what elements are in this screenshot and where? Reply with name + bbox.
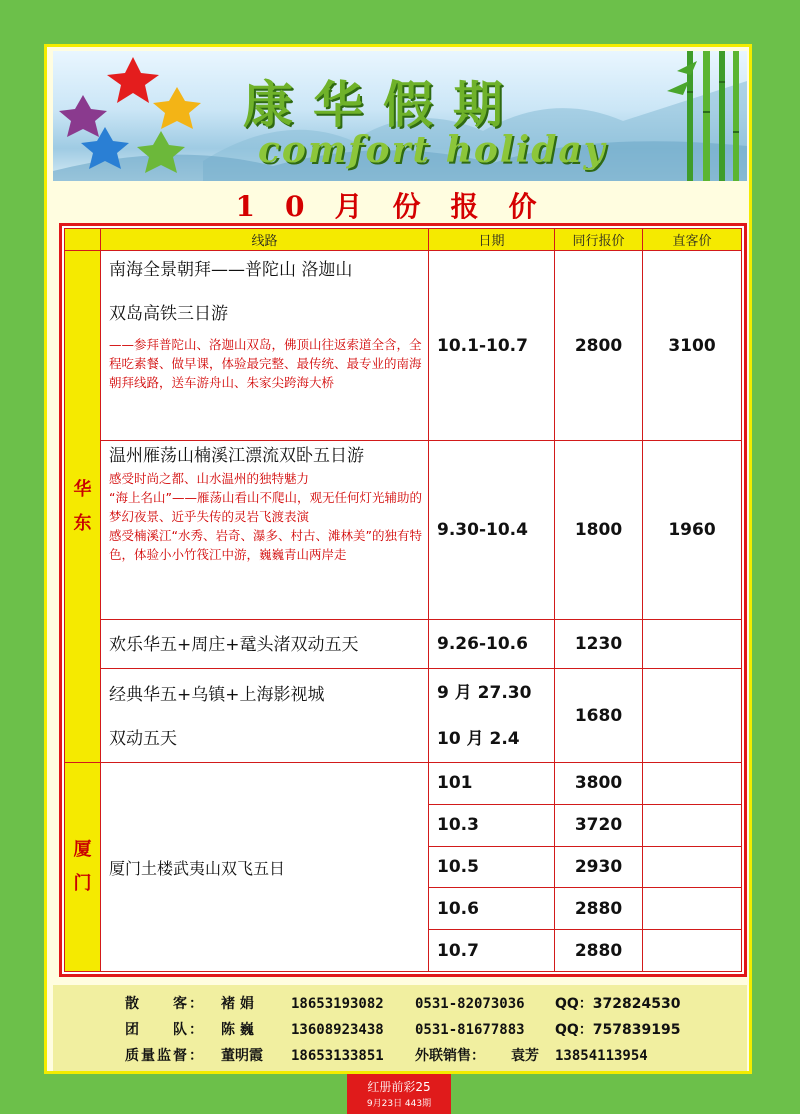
route-cell: [101, 251, 429, 441]
trade-price-cell: 2800: [555, 251, 643, 441]
route-cell: [101, 440, 429, 619]
qc-label: 质量监督：: [125, 1048, 205, 1064]
route-cell: [101, 669, 429, 763]
direct-price-cell: [643, 888, 742, 930]
trade-price-cell: 3800: [555, 763, 643, 805]
direct-price-cell: [643, 804, 742, 846]
header-banner: [53, 51, 747, 181]
contact-panel: [53, 985, 747, 1071]
brand-title-english: comfort holiday: [258, 129, 607, 171]
contact-name: 褚 娟: [221, 996, 254, 1012]
direct-price-cell: [643, 669, 742, 763]
region-label-xiamen: 厦门: [65, 763, 101, 972]
direct-price-cell: 3100: [643, 251, 742, 441]
sales-phone: 13854113954: [555, 1048, 648, 1064]
contact-label: 散 客：: [125, 996, 205, 1012]
sales-label: 外联销售：: [415, 1048, 485, 1064]
date-header: 日期: [429, 229, 555, 251]
route-header: 线路: [101, 229, 429, 251]
footer-page-label: 红册前彩25: [367, 1080, 431, 1094]
contact-label: 团 队：: [125, 1022, 205, 1038]
contact-row: [125, 1017, 747, 1043]
route-title: 欢乐华五+周庄+鼋头渚双动五天: [109, 635, 359, 656]
date-cell: 9.26-10.6: [429, 620, 555, 669]
table-row: [65, 669, 742, 763]
route-subtitle: 双岛高铁三日游: [109, 304, 228, 325]
route-title: 经典华五+乌镇+上海影视城: [109, 684, 325, 705]
direct-price-header: 直客价: [643, 229, 742, 251]
date-line: 10 月 2.4: [437, 728, 520, 749]
date-cell: [429, 669, 555, 763]
table-row: [65, 440, 742, 619]
table-row: [65, 763, 742, 805]
contact-row: [125, 991, 747, 1017]
date-cell: 10.6: [429, 888, 555, 930]
bamboo-decoration: [657, 51, 747, 181]
direct-price-cell: [643, 846, 742, 888]
region-header: [65, 229, 101, 251]
sales-name: 袁芳: [511, 1048, 539, 1064]
trade-price-cell: 1680: [555, 669, 643, 763]
footer-issue-label: 9月23日 443期: [366, 1099, 432, 1109]
route-title: 南海全景朝拜——普陀山 洛迦山: [109, 260, 353, 281]
date-cell: 10.3: [429, 804, 555, 846]
route-description: ——参拜普陀山、洛迦山双岛，佛顶山往返索道全含，全程吃素餐、做早课，体验最完整、最传统、最专业的南海朝拜线路，送车游舟山、朱家尖跨海大桥: [109, 337, 422, 391]
route-description: “海上名山”——雁荡山看山不爬山，观无任何灯光辅助的梦幻夜景、近乎失传的灵岩飞渡表演: [109, 489, 422, 524]
table-header-row: [65, 229, 742, 251]
route-cell: 厦门土楼武夷山双飞五日: [101, 763, 429, 972]
trade-price-header: 同行报价: [555, 229, 643, 251]
route-cell: [101, 620, 429, 669]
brand-title-chinese: 康华假期: [243, 75, 523, 134]
region-label-huadong: 华东: [65, 251, 101, 763]
qc-phone: 18653133851: [291, 1048, 384, 1064]
route-description: 感受楠溪江“水秀、岩奇、瀑多、村古、滩林美”的独有特色，体验小小竹筏江中游，巍巍青山两岸走: [109, 527, 422, 562]
contact-phone: 0531-81677883: [415, 1022, 525, 1038]
trade-price-cell: 2930: [555, 846, 643, 888]
direct-price-cell: 1960: [643, 440, 742, 619]
brochure-page: [44, 44, 752, 1074]
table-row: [65, 251, 742, 441]
star-people-logo: [53, 51, 203, 181]
trade-price-cell: 2880: [555, 888, 643, 930]
trade-price-cell: 2880: [555, 930, 643, 972]
date-line: 9 月 27.30: [437, 682, 532, 703]
date-cell: 10.1-10.7: [429, 251, 555, 441]
direct-price-cell: [643, 763, 742, 805]
qc-name: 董明霞: [221, 1048, 263, 1064]
contact-qq: QQ：372824530: [555, 996, 681, 1012]
date-cell: 10.5: [429, 846, 555, 888]
trade-price-cell: 3720: [555, 804, 643, 846]
date-cell: 101: [429, 763, 555, 805]
direct-price-cell: [643, 930, 742, 972]
contact-qq: QQ：757839195: [555, 1022, 681, 1038]
contact-name: 陈 巍: [221, 1022, 254, 1038]
page-footer-badge: [347, 1074, 451, 1114]
route-subtitle: 双动五天: [109, 728, 177, 749]
route-description: 感受时尚之都、山水温州的独特魅力: [109, 470, 310, 486]
route-title: 温州雁荡山楠溪江漂流双卧五日游: [109, 445, 364, 466]
trade-price-cell: 1800: [555, 440, 643, 619]
contact-mobile: 13608923438: [291, 1022, 384, 1038]
date-cell: 9.30-10.4: [429, 440, 555, 619]
month-title: 10月份报价: [235, 190, 567, 223]
contact-row: [125, 1043, 747, 1069]
contact-mobile: 18653193082: [291, 996, 384, 1012]
direct-price-cell: [643, 620, 742, 669]
table-row: [65, 620, 742, 669]
price-table: [59, 223, 747, 977]
contact-phone: 0531-82073036: [415, 996, 525, 1012]
date-cell: 10.7: [429, 930, 555, 972]
trade-price-cell: 1230: [555, 620, 643, 669]
